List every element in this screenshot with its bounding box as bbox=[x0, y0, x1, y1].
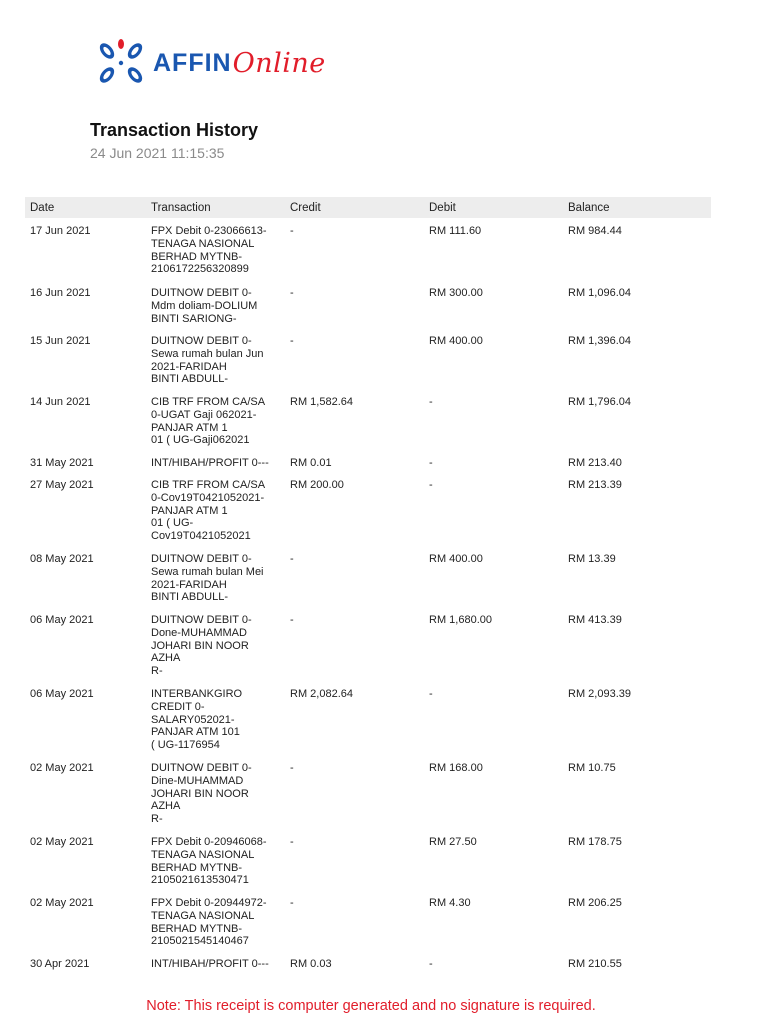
row-date: 27 May 2021 bbox=[30, 479, 94, 491]
row-credit: - bbox=[290, 225, 294, 237]
row-credit: - bbox=[290, 335, 294, 347]
receipt-note: Note: This receipt is computer generated and no signature is required. bbox=[146, 998, 596, 1014]
row-debit: - bbox=[429, 688, 433, 700]
row-balance: RM 178.75 bbox=[568, 836, 622, 848]
generated-datetime: 24 Jun 2021 11:15:35 bbox=[90, 145, 225, 161]
table-body bbox=[25, 218, 711, 980]
row-date: 16 Jun 2021 bbox=[30, 287, 91, 299]
row-date: 02 May 2021 bbox=[30, 836, 94, 848]
row-transaction: FPX Debit 0-23066613- TENAGA NASIONAL BERHAD MYTNB- 2106172256320899 bbox=[151, 225, 267, 276]
table-row bbox=[25, 479, 711, 553]
table-row bbox=[25, 614, 711, 688]
row-date: 02 May 2021 bbox=[30, 762, 94, 774]
row-credit: RM 0.01 bbox=[290, 457, 332, 469]
row-transaction: DUITNOW DEBIT 0- Sewa rumah bulan Mei 2021-FARIDAH BINTI ABDULL- bbox=[151, 553, 264, 604]
table-row bbox=[25, 218, 711, 287]
row-credit: RM 1,582.64 bbox=[290, 396, 353, 408]
transaction-table bbox=[25, 197, 711, 980]
row-credit: - bbox=[290, 897, 294, 909]
row-credit: - bbox=[290, 836, 294, 848]
row-credit: RM 200.00 bbox=[290, 479, 344, 491]
row-transaction: CIB TRF FROM CA/SA 0-Cov19T0421052021- PANJAR ATM 1 01 ( UG- Cov19T0421052021 bbox=[151, 479, 266, 543]
row-balance: RM 2,093.39 bbox=[568, 688, 631, 700]
row-date: 30 Apr 2021 bbox=[30, 958, 90, 970]
row-debit: - bbox=[429, 958, 433, 970]
row-credit: RM 2,082.64 bbox=[290, 688, 353, 700]
row-transaction: INT/HIBAH/PROFIT 0--- bbox=[151, 457, 269, 469]
row-date: 02 May 2021 bbox=[30, 897, 94, 909]
row-transaction: DUITNOW DEBIT 0- Mdm doliam-DOLIUM BINTI SARIONG- bbox=[151, 287, 258, 325]
brand-name-online: Online bbox=[232, 47, 326, 79]
row-balance: RM 413.39 bbox=[568, 614, 622, 626]
header-date: Date bbox=[30, 201, 55, 214]
row-debit: RM 300.00 bbox=[429, 287, 483, 299]
row-transaction: FPX Debit 0-20946068- TENAGA NASIONAL BERHAD MYTNB- 2105021613530471 bbox=[151, 836, 267, 887]
row-debit: RM 1,680.00 bbox=[429, 614, 492, 626]
row-date: 17 Jun 2021 bbox=[30, 225, 91, 237]
row-balance: RM 10.75 bbox=[568, 762, 616, 774]
brand-logo bbox=[95, 38, 326, 88]
row-debit: RM 4.30 bbox=[429, 897, 471, 909]
row-transaction: INTERBANKGIRO CREDIT 0- SALARY052021- PANJAR ATM 101 ( UG-1176954 bbox=[151, 688, 243, 752]
affin-flower-icon bbox=[95, 38, 147, 88]
row-debit: RM 168.00 bbox=[429, 762, 483, 774]
row-balance: RM 1,096.04 bbox=[568, 287, 631, 299]
table-row bbox=[25, 335, 711, 396]
row-debit: - bbox=[429, 396, 433, 408]
header-credit: Credit bbox=[290, 201, 321, 214]
header-transaction: Transaction bbox=[151, 201, 211, 214]
row-balance: RM 1,796.04 bbox=[568, 396, 631, 408]
row-date: 06 May 2021 bbox=[30, 688, 94, 700]
table-row bbox=[25, 553, 711, 614]
table-row bbox=[25, 958, 711, 980]
row-transaction: DUITNOW DEBIT 0- Sewa rumah bulan Jun 2021-FARIDAH BINTI ABDULL- bbox=[151, 335, 264, 386]
row-balance: RM 984.44 bbox=[568, 225, 622, 237]
row-balance: RM 206.25 bbox=[568, 897, 622, 909]
row-transaction: DUITNOW DEBIT 0- Done-MUHAMMAD JOHARI BIN NOOR AZHA R- bbox=[151, 614, 252, 678]
table-row bbox=[25, 457, 711, 479]
row-date: 14 Jun 2021 bbox=[30, 396, 91, 408]
table-row bbox=[25, 396, 711, 457]
row-credit: - bbox=[290, 762, 294, 774]
table-row bbox=[25, 688, 711, 762]
row-debit: RM 400.00 bbox=[429, 553, 483, 565]
row-credit: - bbox=[290, 614, 294, 626]
row-date: 31 May 2021 bbox=[30, 457, 94, 469]
table-row bbox=[25, 287, 711, 335]
row-debit: - bbox=[429, 479, 433, 491]
row-debit: RM 27.50 bbox=[429, 836, 477, 848]
row-date: 08 May 2021 bbox=[30, 553, 94, 565]
header-debit: Debit bbox=[429, 201, 456, 214]
row-debit: - bbox=[429, 457, 433, 469]
table-row bbox=[25, 762, 711, 836]
row-transaction: FPX Debit 0-20944972- TENAGA NASIONAL BERHAD MYTNB- 2105021545140467 bbox=[151, 897, 267, 948]
row-balance: RM 213.39 bbox=[568, 479, 622, 491]
row-balance: RM 13.39 bbox=[568, 553, 616, 565]
brand-name-affin: AFFIN bbox=[153, 48, 232, 77]
row-debit: RM 400.00 bbox=[429, 335, 483, 347]
table-row bbox=[25, 836, 711, 897]
row-date: 15 Jun 2021 bbox=[30, 335, 91, 347]
row-credit: RM 0.03 bbox=[290, 958, 332, 970]
row-date: 06 May 2021 bbox=[30, 614, 94, 626]
table-header bbox=[25, 197, 711, 218]
row-balance: RM 1,396.04 bbox=[568, 335, 631, 347]
table-row bbox=[25, 897, 711, 958]
row-credit: - bbox=[290, 553, 294, 565]
row-balance: RM 210.55 bbox=[568, 958, 622, 970]
page-title: Transaction History bbox=[90, 120, 259, 140]
row-transaction: INT/HIBAH/PROFIT 0--- bbox=[151, 958, 269, 970]
row-transaction: DUITNOW DEBIT 0- Dine-MUHAMMAD JOHARI BIN NOOR AZHA R- bbox=[151, 762, 252, 826]
row-balance: RM 213.40 bbox=[568, 457, 622, 469]
header-balance: Balance bbox=[568, 201, 610, 214]
row-credit: - bbox=[290, 287, 294, 299]
row-debit: RM 111.60 bbox=[429, 225, 482, 237]
row-transaction: CIB TRF FROM CA/SA 0-UGAT Gaji 062021- PANJAR ATM 1 01 ( UG-Gaji062021 bbox=[151, 396, 266, 447]
